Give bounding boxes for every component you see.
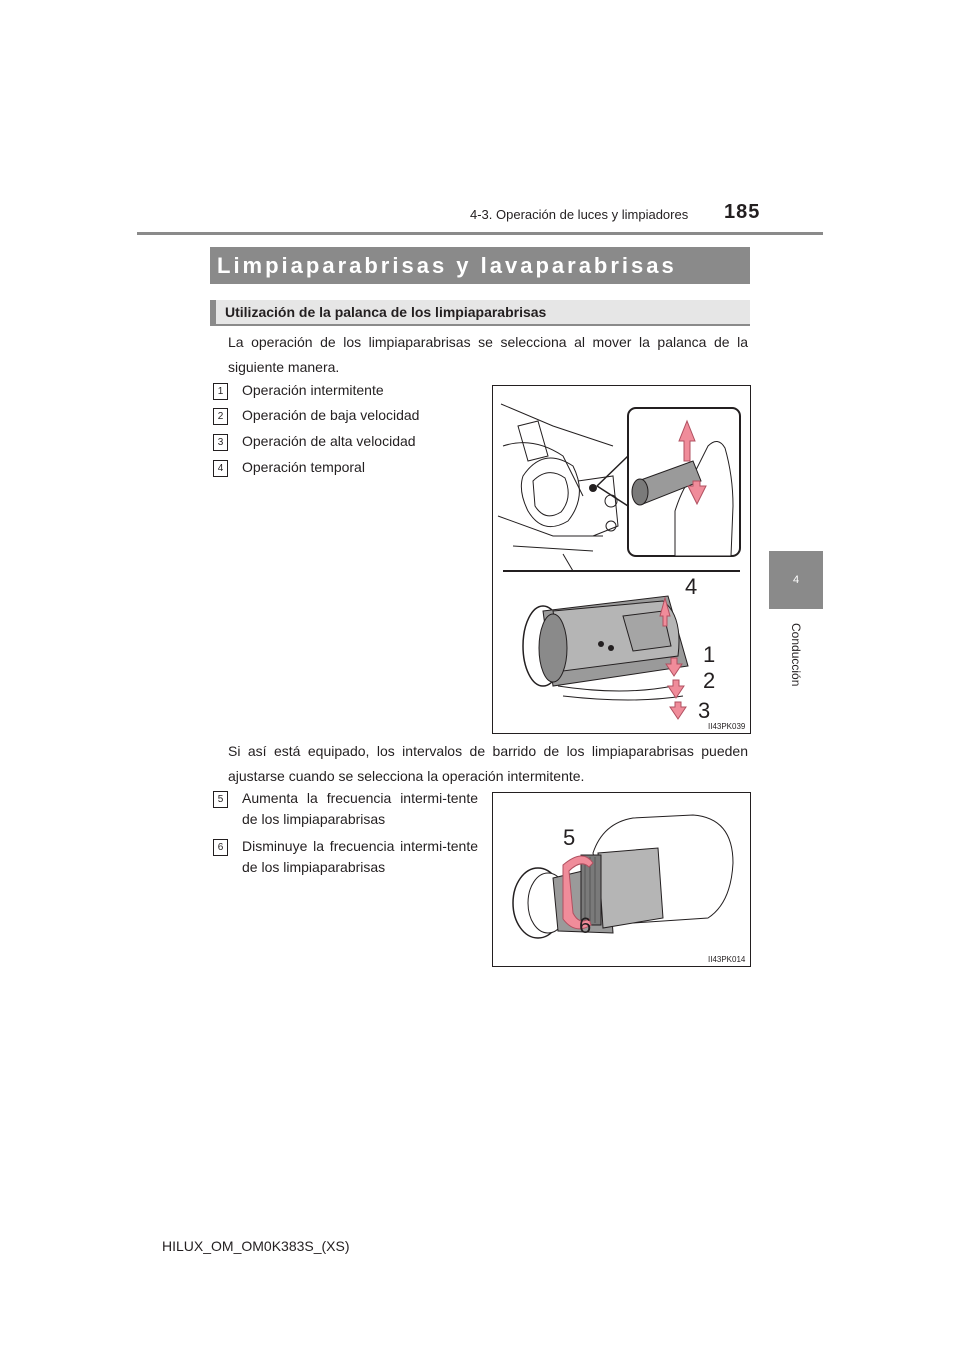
item-number-badge: 4 xyxy=(213,460,228,477)
item-number-badge: 1 xyxy=(213,383,228,400)
page-title: Limpiaparabrisas y lavaparabrisas xyxy=(210,247,750,284)
item-text: Aumenta la frecuencia intermi-tente de los limpiaparabrisas xyxy=(242,790,478,827)
chapter-label: Conducción xyxy=(789,623,803,687)
footer-code: HILUX_OM_OM0K383S_(XS) xyxy=(162,1238,350,1254)
callout-label: 4 xyxy=(685,574,698,599)
figure-intermittent-ring xyxy=(492,792,751,967)
item-text: Operación de alta velocidad xyxy=(242,433,416,449)
item-text: Disminuye la frecuencia intermi-tente de los limpiaparabrisas xyxy=(242,838,478,875)
callout-label: 6 xyxy=(579,913,592,938)
item-number-badge: 3 xyxy=(213,434,228,451)
header-rule xyxy=(137,232,823,235)
chapter-number: 4 xyxy=(792,574,800,586)
intermittent-ring-illustration xyxy=(493,793,750,966)
figure-code: II43PK014 xyxy=(708,955,746,964)
page-number: 185 xyxy=(724,201,761,223)
note-paragraph: Si así está equipado, los intervalos de barrido de los limpiaparabrisas pueden ajustarse cuando se selecciona la operación intermitente. xyxy=(228,743,748,784)
figure-wiper-lever xyxy=(492,385,751,734)
header-section: 4-3. Operación de luces y limpiadores xyxy=(470,207,689,222)
item-number-badge: 2 xyxy=(213,408,228,425)
callout-label: 1 xyxy=(703,642,716,667)
callout-label: 2 xyxy=(703,668,716,693)
chapter-label-wrap xyxy=(769,615,823,695)
wiper-lever-illustration xyxy=(493,386,750,733)
intro-paragraph: La operación de los limpiaparabrisas se selecciona al mover la palanca de la siguiente manera. xyxy=(228,334,748,375)
item-number-badge: 5 xyxy=(213,791,228,808)
item-text: Operación de baja velocidad xyxy=(242,407,420,423)
figure-code: II43PK039 xyxy=(708,722,746,731)
item-number-badge: 6 xyxy=(213,839,228,856)
item-text: Operación intermitente xyxy=(242,382,384,398)
section-subtitle: Utilización de la palanca de los limpiaparabrisas xyxy=(210,300,750,326)
callout-label: 5 xyxy=(563,825,576,850)
chapter-tab[interactable] xyxy=(769,551,823,609)
item-text: Operación temporal xyxy=(242,459,365,475)
callout-label: 3 xyxy=(698,698,711,723)
